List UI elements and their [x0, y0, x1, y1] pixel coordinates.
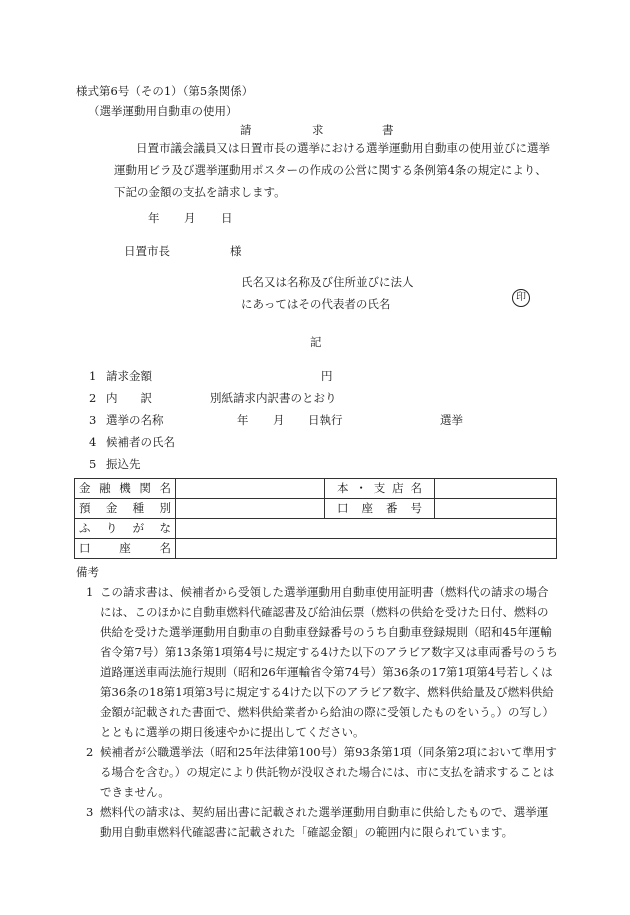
date-month: 月 [184, 211, 196, 225]
branch-label: 本・支店名 [325, 479, 435, 499]
notes-list [76, 582, 558, 842]
item-number: 3 [89, 413, 97, 427]
account-number-label: 口座番号 [325, 499, 435, 519]
item-label-election: 選挙の名称 [106, 413, 164, 427]
note-item [76, 582, 558, 742]
breakdown-value: 別紙請求内訳書のとおり [210, 391, 337, 405]
item-label-amount: 請求金額 [106, 369, 152, 383]
note-number: 2 [86, 745, 94, 759]
item-number: 1 [89, 369, 97, 383]
ki-heading: 記 [310, 335, 322, 349]
bank-name-label: 金融機関名 [75, 479, 176, 499]
table-row [75, 519, 557, 539]
note-number: 1 [86, 585, 94, 599]
table-row [75, 499, 557, 519]
form-number: 様式第6号（その1）（第5条関係） [76, 84, 254, 98]
notes-heading: 備考 [76, 565, 99, 579]
account-name-label: 口座名 [75, 539, 176, 559]
note-text: この請求書は、候補者から受領した選挙運動用自動車使用証明書（燃料代の請求の場合には、このほかに自動車燃料代確認書及び給油伝票（燃料の供給を受けた日付、燃料の供給を受けた選挙運動用自動車の自動車登録番号のうち自動車登録規則（昭和45年運輸省令第7号）第13条第1項第4号に規定する4けた以下のアラビア数字又は車両番号のうち道路運送車両法施行規則（昭和26年運輸省令第74号）第36条の17第1項第4号若しくは第36条の18第1項第3号に規定する4けた以下のアラビア数字、燃料供給量及び燃料供給金額が記載された書面で、燃料供給業者から給油の際に受領したものをいう。）の写し）とともに選挙の期日後速やかに提出してください。 [100, 585, 558, 739]
item-number: 4 [89, 435, 97, 449]
item-number: 5 [89, 457, 97, 471]
note-text: 燃料代の請求は、契約届出書に記載された選挙運動用自動車に供給したもので、選挙運動用自動車燃料代確認書に記載された「確認金額」の範囲内に限られています。 [100, 805, 549, 839]
bank-account-table [74, 478, 557, 559]
election-suffix: 選挙 [440, 413, 463, 427]
account-number-field[interactable] [435, 499, 557, 519]
furigana-label: ふりがな [75, 519, 176, 539]
deposit-type-label: 預金種別 [75, 499, 176, 519]
seal-mark: 印 [512, 289, 530, 307]
item-number: 2 [89, 391, 97, 405]
table-row [75, 539, 557, 559]
election-day: 日執行 [308, 413, 343, 427]
addressee: 日置市長 [124, 244, 170, 258]
note-item [76, 802, 558, 842]
title-char: 求 [312, 123, 324, 137]
note-number: 3 [86, 805, 94, 819]
item-label-breakdown: 内 訳 [106, 391, 152, 405]
form-subtitle: （選挙運動用自動車の使用） [88, 104, 238, 118]
table-row [75, 479, 557, 499]
bank-name-field[interactable] [176, 479, 325, 499]
date-day: 日 [221, 211, 233, 225]
date-year: 年 [148, 211, 160, 225]
note-text: 候補者が公職選挙法（昭和25年法律第100号）第93条第1項（同条第2項において準用する場合を含む。）の規定により供託物が没収された場合には、市に支払を請求することはできません。 [100, 745, 557, 799]
account-name-field[interactable] [176, 539, 557, 559]
title-char: 請 [240, 123, 252, 137]
deposit-type-field[interactable] [176, 499, 325, 519]
intro-paragraph: 日置市議会議員又は日置市長の選挙における選挙運動用自動車の使用並びに選挙運動用ビラ及び選挙運動用ポスターの作成の公営に関する条例第4条の規定により、下記の金額の支払を請求します。 [114, 141, 550, 199]
amount-unit: 円 [321, 369, 333, 383]
title-char: 書 [382, 123, 394, 137]
item-label-transfer: 振込先 [106, 457, 141, 471]
claimant-label-line2: にあってはその代表者の氏名 [241, 297, 391, 311]
item-label-candidate: 候補者の氏名 [106, 435, 175, 449]
claimant-label-line1: 氏名又は名称及び住所並びに法人 [241, 275, 414, 289]
branch-field[interactable] [435, 479, 557, 499]
election-month: 月 [273, 413, 285, 427]
furigana-field[interactable] [176, 519, 557, 539]
honorific: 様 [230, 244, 242, 258]
election-year: 年 [237, 413, 249, 427]
note-item [76, 742, 558, 802]
